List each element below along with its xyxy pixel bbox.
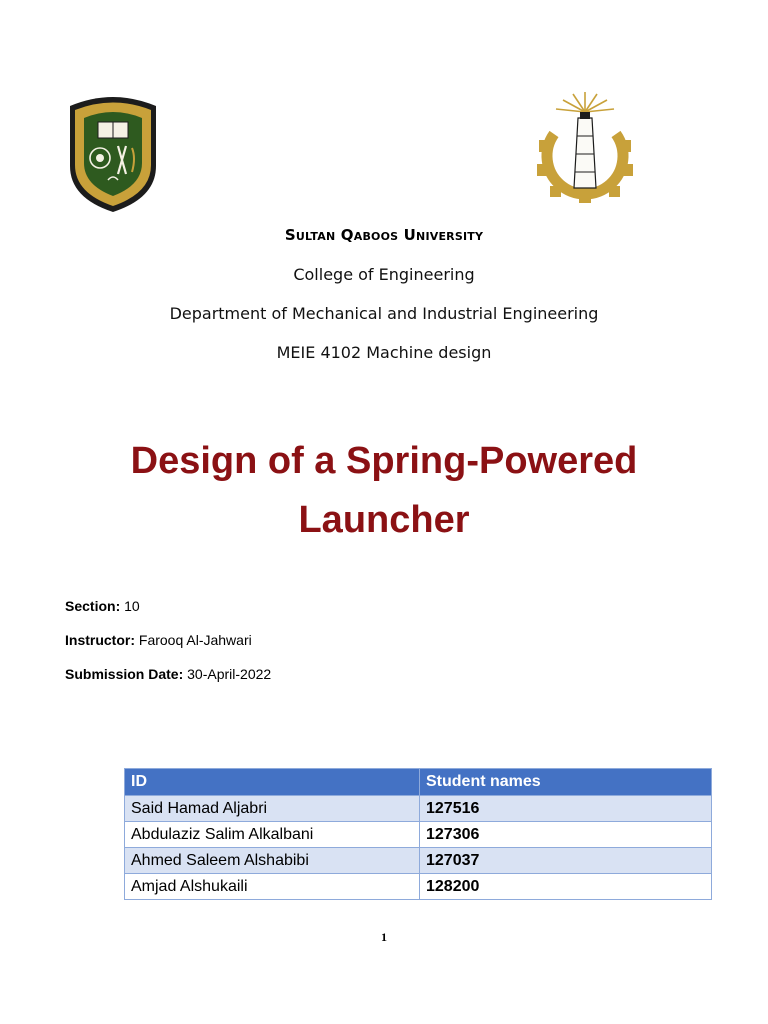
instructor-line (65, 632, 252, 648)
submission-date-line (65, 666, 271, 682)
section-line (65, 598, 140, 614)
table-cell: Ahmed Saleem Alshabibi (125, 848, 420, 874)
college-name: College of Engineering (293, 265, 475, 284)
table-cell: 127516 (420, 796, 712, 822)
table-cell: 128200 (420, 874, 712, 900)
table-cell: Amjad Alshukaili (125, 874, 420, 900)
table-row (125, 796, 712, 822)
table-row (125, 848, 712, 874)
instructor-label: Instructor: (65, 632, 135, 648)
section-value: 10 (124, 598, 140, 614)
table-row (125, 874, 712, 900)
table-header-row (125, 769, 712, 796)
department-name: Department of Mechanical and Industrial Engineering (169, 304, 599, 323)
section-label: Section: (65, 598, 121, 614)
title-line-2: Launcher (298, 499, 470, 541)
submission-date-value: 30-April-2022 (187, 666, 272, 682)
course-name: MEIE 4102 Machine design (276, 343, 492, 362)
table-cell: Said Hamad Aljabri (125, 796, 420, 822)
table-cell: 127037 (420, 848, 712, 874)
table-cell: Abdulaziz Salim Alkalbani (125, 822, 420, 848)
table-cell: 127306 (420, 822, 712, 848)
title-line-1: Design of a Spring-Powered (130, 440, 638, 482)
table-header-names: Student names (420, 769, 712, 796)
engineering-gear-logo (534, 88, 636, 204)
students-table (124, 768, 712, 900)
university-emblem-logo (64, 92, 162, 214)
submission-date-label: Submission Date: (65, 666, 184, 682)
page-number: 1 (381, 930, 387, 944)
university-name: Sultan Qaboos University (284, 226, 484, 244)
table-header-id: ID (125, 769, 420, 796)
document-title (0, 432, 768, 550)
instructor-value: Farooq Al-Jahwari (138, 632, 252, 648)
table-row (125, 822, 712, 848)
